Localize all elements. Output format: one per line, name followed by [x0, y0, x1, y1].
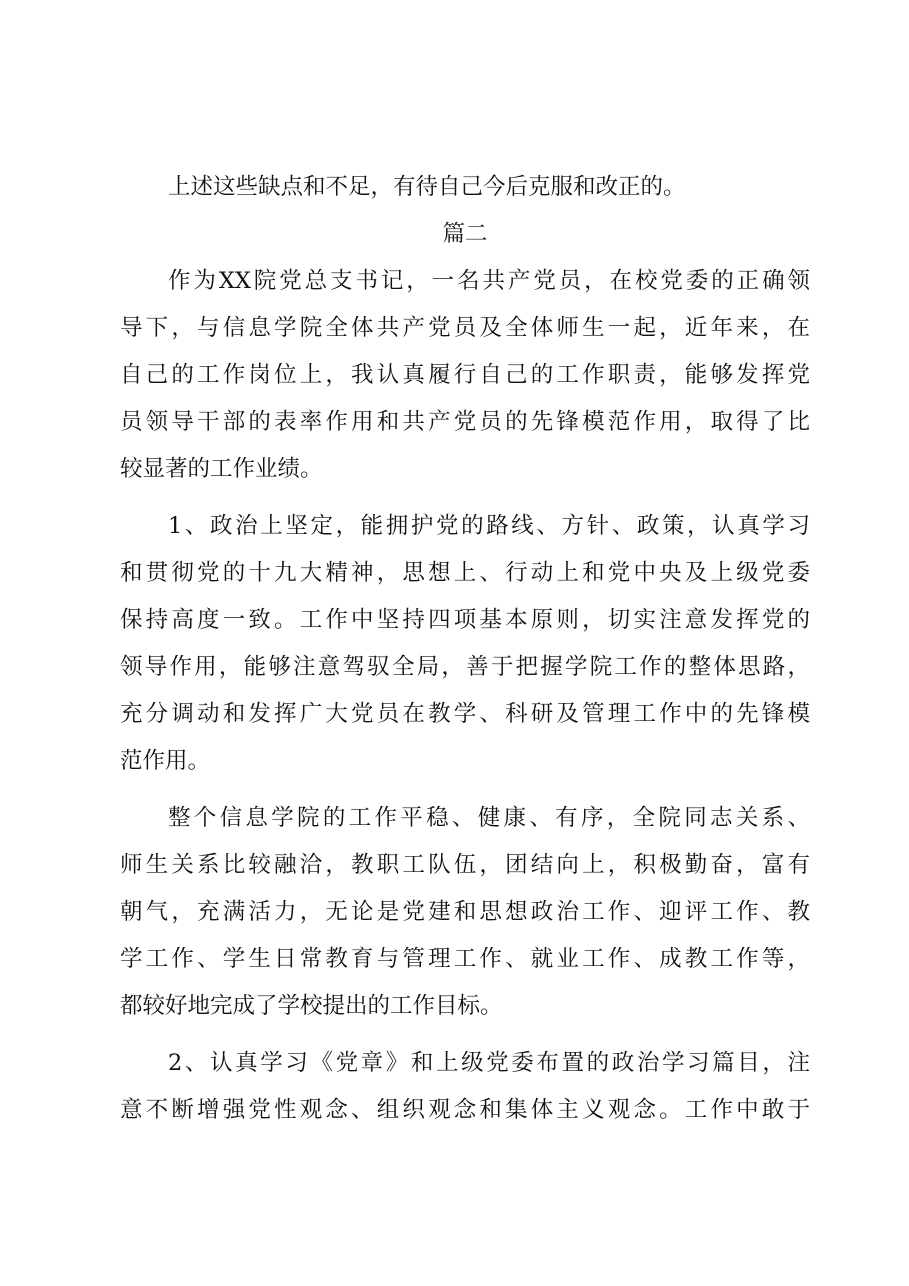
paragraph-line: 范作用。 [120, 748, 211, 774]
paragraph-line: 整个信息学院的工作平稳、健康、有序，全院同志关系、 [168, 805, 810, 831]
paragraph-line: 师生关系比较融洽，教职工队伍，团结向上，积极勤奋，富有 [120, 852, 810, 878]
paragraph-line: 较显著的工作业绩。 [120, 456, 323, 482]
paragraph-line: 朝气，充满活力，无论是党建和思想政治工作、迎评工作、教 [120, 899, 810, 925]
paragraph-line: 意不断增强党性观念、组织观念和集体主义观念。工作中敢于 [120, 1097, 810, 1123]
paragraph-line: 2、认真学习《党章》和上级党委布置的政治学习篇目，注 [168, 1050, 810, 1076]
paragraph-line: 导下，与信息学院全体共产党员及全体师生一起，近年来，在 [120, 315, 810, 341]
document-body [120, 164, 810, 1134]
paragraph-line: 和贯彻党的十九大精神，思想上、行动上和党中央及上级党委 [120, 560, 810, 586]
paragraph-line: 领导作用，能够注意驾驭全局，善于把握学院工作的整体思路， [120, 654, 810, 680]
paragraph-line: 学工作、学生日常教育与管理工作、就业工作、成教工作等， [120, 946, 810, 972]
paragraph-line: 上述这些缺点和不足，有待自己今后克服和改正的。 [168, 174, 686, 200]
paragraph-line: 充分调动和发挥广大党员在教学、科研及管理工作中的先锋模 [120, 701, 810, 727]
paragraph-line: 作为XX院党总支书记，一名共产党员，在校党委的正确领 [168, 268, 810, 294]
paragraph-line: 自己的工作岗位上，我认真履行自己的工作职责，能够发挥党 [120, 362, 810, 388]
paragraph-line: 都较好地完成了学校提出的工作目标。 [120, 993, 503, 1019]
paragraph-line: 员领导干部的表率作用和共产党员的先锋模范作用，取得了比 [120, 409, 810, 435]
section-heading: 篇二 [442, 221, 488, 247]
paragraph-line: 1、政治上坚定，能拥护党的路线、方针、政策，认真学习 [168, 513, 810, 539]
paragraph-line: 保持高度一致。工作中坚持四项基本原则，切实注意发挥党的 [120, 607, 810, 633]
